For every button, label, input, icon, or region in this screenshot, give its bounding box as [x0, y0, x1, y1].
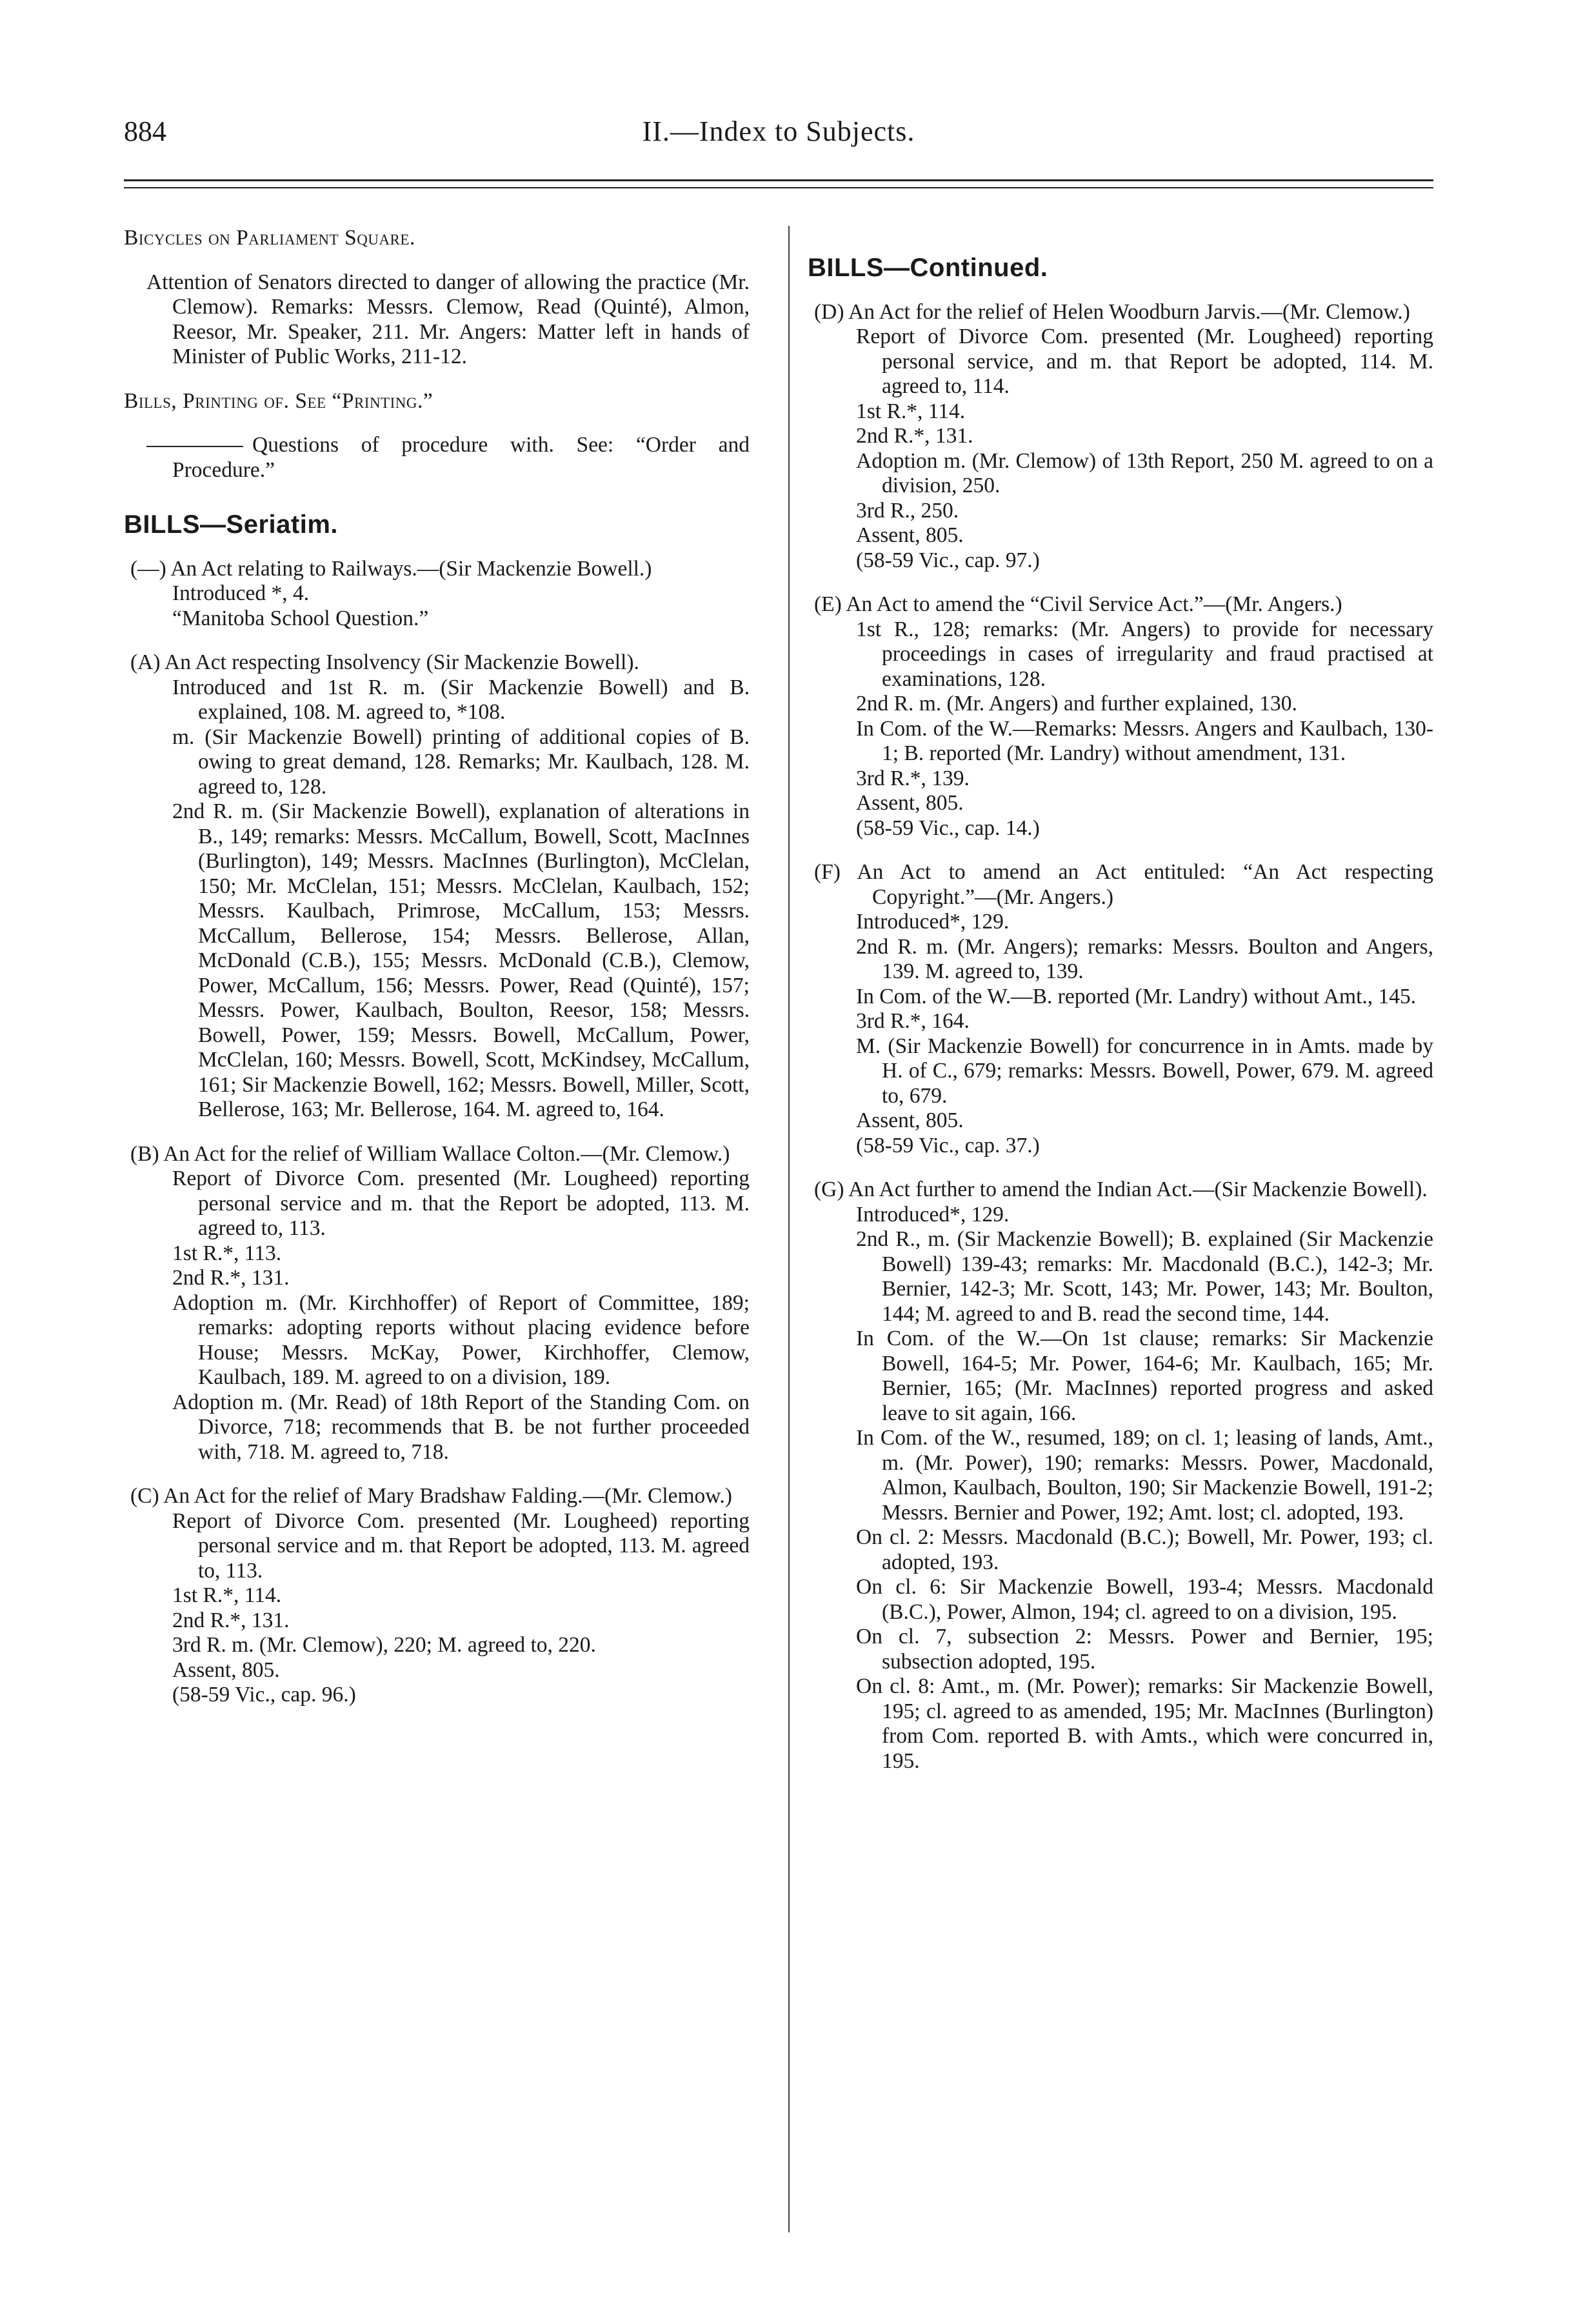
index-entry	[124, 270, 750, 370]
bill-proceeding: Assent, 805.	[856, 523, 964, 547]
subject-heading: Bicycles on Parliament Square.	[124, 226, 415, 250]
bill-proceeding: On cl. 2: Messrs. Macdonald (B.C.); Bowell, Mr. Power, 193; cl. adopted, 193.	[856, 1525, 1433, 1574]
header-rule-bottom	[124, 187, 1433, 188]
bill-proceeding: (58-59 Vic., cap. 96.)	[172, 1683, 356, 1707]
repeat-dash-rule	[146, 446, 243, 447]
subject-subheading: Questions of procedure with. See: “Order and Procedure.”	[124, 433, 750, 483]
index-entry	[124, 1142, 750, 1465]
index-entry	[124, 650, 750, 1123]
page-number: 884	[124, 115, 166, 147]
header-rule-top	[124, 179, 1433, 181]
running-head: II.—Index to Subjects.	[642, 115, 915, 147]
subject-heading: Bills, Printing of. See “Printing.”	[124, 388, 433, 413]
bill-proceeding: On cl. 8: Amt., m. (Mr. Power); remarks: Sir Mackenzie Bowell, 195; cl. agreed to as amended, 195; Mr. MacInnes (Burlington) from Com. reported B. with Amts., which were concurred in, 195.	[856, 1674, 1433, 1773]
bill-proceeding: Report of Divorce Com. presented (Mr. Lougheed) reporting personal service, and m. that Report be adopted, 114. M. agreed to, 114.	[856, 325, 1433, 398]
bill-proceeding: 2nd R. m. (Mr. Angers); remarks: Messrs. Boulton and Angers, 139. M. agreed to, 139.	[856, 934, 1433, 983]
bill-proceeding: 1st R.*, 113.	[172, 1241, 282, 1265]
column-divider	[788, 226, 790, 2232]
bill-proceeding: Assent, 805.	[856, 791, 964, 815]
bill-proceeding: Assent, 805.	[172, 1658, 280, 1682]
bill-proceeding: 2nd R., m. (Sir Mackenzie Bowell); B. explained (Sir Mackenzie Bowell) 139-43; remarks: Mr. Macdonald (B.C.), 142-3; Mr. Bernier, 142-3; Mr. Scott, 143; Mr. Power, 143; Mr. Boulton, 144; M. agreed to and B. read the second time, 144.	[856, 1227, 1433, 1326]
index-entry	[124, 389, 750, 414]
bill-proceeding: On cl. 6: Sir Mackenzie Bowell, 193-4; Messrs. Macdonald (B.C.), Power, Almon, 194; cl. agreed to on a division, 195.	[856, 1575, 1433, 1624]
bill-proceeding: 3rd R.*, 139.	[856, 766, 970, 790]
bill-proceeding: 3rd R., 250.	[856, 498, 959, 523]
index-entry	[808, 255, 1433, 281]
bill-proceeding: M. (Sir Mackenzie Bowell) for concurrence in in Amts. made by H. of C., 679; remarks: Messrs. Bowell, Power, 679. M. agreed to, 679.	[856, 1034, 1433, 1108]
bill-proceeding: In Com. of the W.—On 1st clause; remarks: Sir Mackenzie Bowell, 164-5; Mr. Power, 164-6; Mr. Kaulbach, 165; Mr. Bernier, 165; (Mr. MacInnes) reported progress and asked leave to sit again, 166.	[856, 1327, 1433, 1425]
bill-title: (—) An Act relating to Railways.—(Sir Mackenzie Bowell.)	[130, 556, 652, 581]
bill-title: (C) An Act for the relief of Mary Bradshaw Falding.—(Mr. Clemow.)	[130, 1484, 732, 1508]
bill-proceeding: (58-59 Vic., cap. 97.)	[856, 548, 1040, 572]
bill-proceeding: Introduced and 1st R. m. (Sir Mackenzie Bowell) and B. explained, 108. M. agreed to, *108.	[172, 675, 750, 724]
bill-proceeding: 3rd R. m. (Mr. Clemow), 220; M. agreed to, 220.	[172, 1633, 596, 1657]
bill-proceeding: Introduced*, 129.	[856, 910, 1010, 934]
bill-proceeding: m. (Sir Mackenzie Bowell) printing of additional copies of B. owing to great demand, 128. Remarks; Mr. Kaulbach, 128. M. agreed to, 128.	[172, 725, 750, 799]
index-entry	[124, 433, 750, 483]
section-heading: BILLS—Continued.	[808, 254, 1048, 282]
bill-title: (B) An Act for the relief of William Wallace Colton.—(Mr. Clemow.)	[130, 1141, 730, 1166]
bill-title: (F) An Act to amend an Act entituled: “An Act respecting Copyright.”—(Mr. Angers.)	[814, 860, 1433, 909]
bill-proceeding: 2nd R.*, 131.	[172, 1266, 290, 1290]
bill-proceeding: Adoption m. (Mr. Clemow) of 13th Report, 250 M. agreed to on a division, 250.	[856, 448, 1433, 497]
page-header	[124, 115, 1433, 160]
bill-proceeding: 1st R.*, 114.	[172, 1583, 282, 1607]
bill-title: (E) An Act to amend the “Civil Service Act.”—(Mr. Angers.)	[814, 592, 1342, 616]
bill-proceeding: 2nd R.*, 131.	[172, 1608, 290, 1632]
bill-proceeding: Report of Divorce Com. presented (Mr. Lougheed) reporting personal service and m. that Report be adopted, 113. M. agreed to, 113.	[172, 1508, 750, 1583]
bill-proceeding: Assent, 805.	[856, 1108, 964, 1132]
bill-proceeding: Adoption m. (Mr. Read) of 18th Report of the Standing Com. on Divorce, 718; recommends that B. be not further proceeded with, 718. M. agreed to, 718.	[172, 1390, 750, 1464]
index-entry	[124, 226, 750, 251]
index-entry	[808, 592, 1433, 841]
bill-proceeding: In Com. of the W.—B. reported (Mr. Landry) without Amt., 145.	[856, 984, 1417, 1008]
section-heading: BILLS—Seriatim.	[124, 510, 339, 539]
bill-title: (D) An Act for the relief of Helen Woodburn Jarvis.—(Mr. Clemow.)	[814, 299, 1410, 324]
right-column	[808, 226, 1433, 1793]
bill-proceeding: Introduced*, 129.	[856, 1202, 1010, 1227]
bill-proceeding: 2nd R. m. (Mr. Angers) and further explained, 130.	[856, 692, 1297, 716]
index-entry	[808, 860, 1433, 1158]
bill-proceeding: On cl. 7, subsection 2: Messrs. Power and Bernier, 195; subsection adopted, 195.	[856, 1625, 1433, 1674]
bill-proceeding: Adoption m. (Mr. Kirchhoffer) of Report of Committee, 189; remarks: adopting reports without placing evidence before House; Messrs. McKay, Power, Kirchhoffer, Clemow, Kaulbach, 189. M. agreed to on a division, 189.	[172, 1290, 750, 1389]
bill-proceeding: (58-59 Vic., cap. 14.)	[856, 816, 1040, 840]
bill-proceeding: In Com. of the W., resumed, 189; on cl. 1; leasing of lands, Amt., m. (Mr. Power), 190; remarks: Messrs. Power, Macdonald, Almon, Kaulbach, Boulton, 190; Sir Mackenzie Bowell, 191-2; Messrs. Bernier and Power, 192; Amt. lost; cl. adopted, 193.	[856, 1426, 1433, 1525]
bill-proceeding: Introduced *, 4.	[172, 581, 310, 605]
entry-text: Attention of Senators directed to danger of allowing the practice (Mr. Clemow). Remarks: Messrs. Clemow, Read (Quinté), Almon, Reesor, Mr. Speaker, 211. Mr. Angers: Matter left in hands of Minister of Public Works, 211-12.	[146, 270, 750, 368]
bill-title: (A) An Act respecting Insolvency (Sir Mackenzie Bowell).	[130, 650, 639, 674]
bill-proceeding: In Com. of the W.—Remarks: Messrs. Angers and Kaulbach, 130-1; B. reported (Mr. Landry) without amendment, 131.	[856, 716, 1433, 765]
bill-title: (G) An Act further to amend the Indian Act.—(Sir Mackenzie Bowell).	[814, 1177, 1428, 1201]
index-entry	[124, 1484, 750, 1708]
index-entry	[124, 557, 750, 632]
bill-proceeding: Report of Divorce Com. presented (Mr. Lougheed) reporting personal service and m. that the Report be adopted, 113. M. agreed to, 113.	[172, 1167, 750, 1240]
index-entry	[808, 300, 1433, 574]
bill-proceeding: “Manitoba School Question.”	[172, 606, 429, 630]
left-column	[124, 226, 750, 1727]
bill-proceeding: 2nd R. m. (Sir Mackenzie Bowell), explanation of alterations in B., 149; remarks: Messrs. McCallum, Bowell, Scott, MacInnes (Burlington), 149; Messrs. MacInnes (Burlington), McClelan, 150; Mr. McClelan, 151; Messrs. McClelan, Kaulbach, 152; Messrs. Kaulbach, Primrose, McCallum, 153; Messrs. McCallum, Bellerose, 154; Messrs. Bellerose, Allan, McDonald (C.B.), 155; Messrs. McDonald (C.B.), Clemow, Power, McCallum, 156; Messrs. Power, Read (Quinté), 157; Messrs. Power, Kaulbach, Boulton, Reesor, 158; Messrs. Bowell, Power, 159; Messrs. Bowell, McCallum, Power, McClelan, 160; Messrs. Bowell, Scott, McKindsey, McCallum, 161; Sir Mackenzie Bowell, 162; Messrs. Bowell, Miller, Scott, Bellerose, 163; Mr. Bellerose, 164. M. agreed to, 164.	[172, 799, 750, 1121]
bill-proceeding: 2nd R.*, 131.	[856, 424, 973, 448]
bill-proceeding: 1st R., 128; remarks: (Mr. Angers) to provide for necessary proceedings in cases of irregularity and fraud practised at examinations, 128.	[856, 617, 1433, 691]
bill-proceeding: 1st R.*, 114.	[856, 399, 966, 423]
index-entry	[124, 512, 750, 537]
bill-proceeding: 3rd R.*, 164.	[856, 1009, 970, 1033]
index-entry	[808, 1177, 1433, 1774]
bill-proceeding: (58-59 Vic., cap. 37.)	[856, 1133, 1040, 1157]
